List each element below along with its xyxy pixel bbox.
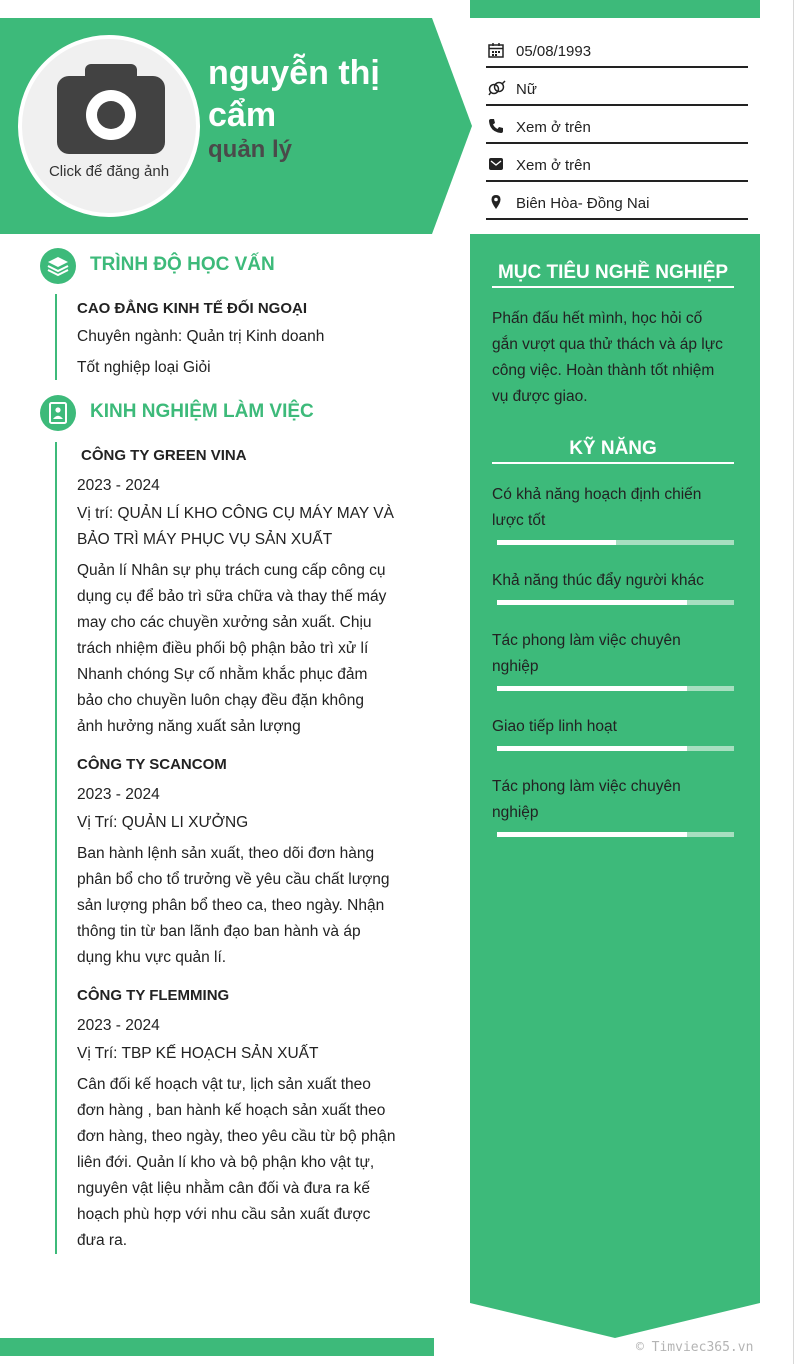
contact-phone[interactable] [486,106,748,144]
job-description-line[interactable]: đưa ra. [77,1232,128,1249]
job-description-line[interactable]: thông tin từ ban lãnh đạo ban hành và áp [77,923,361,940]
skill-level-bar [497,540,734,545]
location-pin-icon [488,194,504,210]
objective-heading: MỤC TIÊU NGHỀ NGHIỆP [492,262,734,288]
gender-value: Nữ [516,81,537,98]
job-position[interactable]: Vị Trí: QUẢN LI XƯỞNG [77,814,249,831]
education-heading: TRÌNH ĐỘ HỌC VẤN [90,254,275,275]
job-description-line[interactable]: sản lượng phân bổ theo ca, theo ngày. Nhận [77,897,385,914]
skill-name[interactable]: lược tốt [492,512,546,529]
job-description-line[interactable]: ảnh hưởng năng xuất sản lượng [77,718,301,735]
job-position[interactable]: BẢO TRÌ MÁY PHỤC VỤ SẢN XUẤT [77,531,333,548]
job-position[interactable]: Vị Trí: TBP KẾ HOẠCH SẢN XUẤT [77,1045,319,1062]
avatar-upload[interactable] [18,35,200,217]
experience-heading: KINH NGHIỆM LÀM VIỆC [90,401,314,422]
job-description-line[interactable]: Cân đối kế hoạch vật tư, lịch sản xuất theo [77,1076,371,1093]
job-description-line[interactable]: nguyên vật liệu nhằm cân đối và đưa ra kế [77,1180,371,1197]
education-school[interactable]: CAO ĐẲNG KINH TẾ ĐỐI NGOẠI [77,300,308,317]
job-description-line[interactable]: dụng khu vực quản lí. [77,949,227,966]
job-company[interactable]: CÔNG TY GREEN VINA [81,447,247,464]
camera-lens-inner [97,101,125,129]
job-description-line[interactable]: liên đới. Quản lí kho và bộ phận kho vật tự, [77,1154,375,1171]
job-description-line[interactable]: phân bổ cho tổ trưởng về yêu cầu chất lượng [77,871,390,888]
candidate-title[interactable]: quản lý [208,136,293,163]
email-icon [488,156,504,172]
education-timeline [55,294,57,380]
calendar-icon [488,42,504,58]
skill-name[interactable]: Khả năng thúc đẩy người khác [492,572,704,589]
education-grade[interactable]: Tốt nghiệp loại Giỏi [77,359,211,376]
top-accent-strip [470,0,760,18]
education-stack-icon [40,248,76,284]
skill-level-fill [497,540,616,545]
skill-level-fill [497,746,687,751]
bottom-accent-strip [0,1338,434,1356]
job-company[interactable]: CÔNG TY SCANCOM [77,756,227,773]
contact-birthdate[interactable] [486,30,748,68]
skill-level-fill [497,600,687,605]
skill-name[interactable]: nghiệp [492,658,539,675]
skills-heading: KỸ NĂNG [492,438,734,464]
skill-name[interactable]: Tác phong làm việc chuyên [492,778,681,795]
address-value: Biên Hòa- Đồng Nai [516,195,650,212]
phone-value: Xem ở trên [516,119,591,136]
job-description-line[interactable]: hoạch phù hợp với nhu cầu sản xuất được [77,1206,371,1223]
job-company[interactable]: CÔNG TY FLEMMING [77,987,230,1004]
experience-badge-icon [40,395,76,431]
objective-line[interactable]: công việc. Hoàn thành tốt nhiệm [492,362,715,379]
job-period[interactable]: 2023 - 2024 [77,786,160,803]
email-value: Xem ở trên [516,157,591,174]
job-period[interactable]: 2023 - 2024 [77,477,160,494]
skill-name[interactable]: Có khả năng hoạch định chiến [492,486,702,503]
job-description-line[interactable]: đơn hàng , ban hành kế hoạch sản xuất theo [77,1102,386,1119]
job-description-line[interactable]: Ban hành lệnh sản xuất, theo dõi đơn hàng [77,845,375,862]
objective-line[interactable]: vụ được giao. [492,388,588,405]
contact-address[interactable] [486,182,748,220]
skill-level-bar [497,746,734,751]
birthdate-value: 05/08/1993 [516,43,592,60]
skill-level-bar [497,686,734,691]
experience-timeline [55,442,57,1254]
contact-gender[interactable] [486,68,748,106]
gender-icon [488,80,504,96]
skill-name[interactable]: nghiệp [492,804,539,821]
watermark: © Timviec365.vn [636,1340,754,1355]
job-description-line[interactable]: Nhanh chóng Sự cố nhằm khắc phục đảm [77,666,368,683]
job-period[interactable]: 2023 - 2024 [77,1017,160,1034]
objective-line[interactable]: gắn vượt qua thử thách và áp lực [492,336,723,353]
job-description-line[interactable]: bảo cho chuyền luôn chạy đều đặn không [77,692,364,709]
skill-name[interactable]: Tác phong làm việc chuyên [492,632,681,649]
candidate-name[interactable]: nguyễn thị cẩm [208,54,380,134]
skill-name[interactable]: Giao tiếp linh hoạt [492,718,617,735]
skill-level-fill [497,832,687,837]
job-description-line[interactable]: Quản lí Nhân sự phụ trách cung cấp công cụ [77,562,386,579]
skill-level-bar [497,600,734,605]
phone-icon [488,118,504,134]
skill-level-fill [497,686,687,691]
job-description-line[interactable]: dụng cụ để bảo trì sữa chữa và thay thế máy [77,588,387,605]
education-major[interactable]: Chuyên ngành: Quản trị Kinh doanh [77,328,325,345]
job-description-line[interactable]: đơn hàng, theo ngày, theo yêu cầu từ bộ phận [77,1128,396,1145]
job-description-line[interactable]: trách nhiệm điều phối bộ phận bảo trì xử lí [77,640,369,657]
objective-line[interactable]: Phấn đấu hết mình, học hỏi cố [492,310,703,327]
job-position[interactable]: Vị trí: QUẢN LÍ KHO CÔNG CỤ MÁY MAY VÀ [77,505,394,522]
photo-caption: Click để đăng ảnh [48,163,170,180]
job-description-line[interactable]: may cho các chuyền xưởng sản xuất. Chịu [77,614,372,631]
skill-level-bar [497,832,734,837]
page-edge [793,0,794,1364]
contact-email[interactable] [486,144,748,182]
